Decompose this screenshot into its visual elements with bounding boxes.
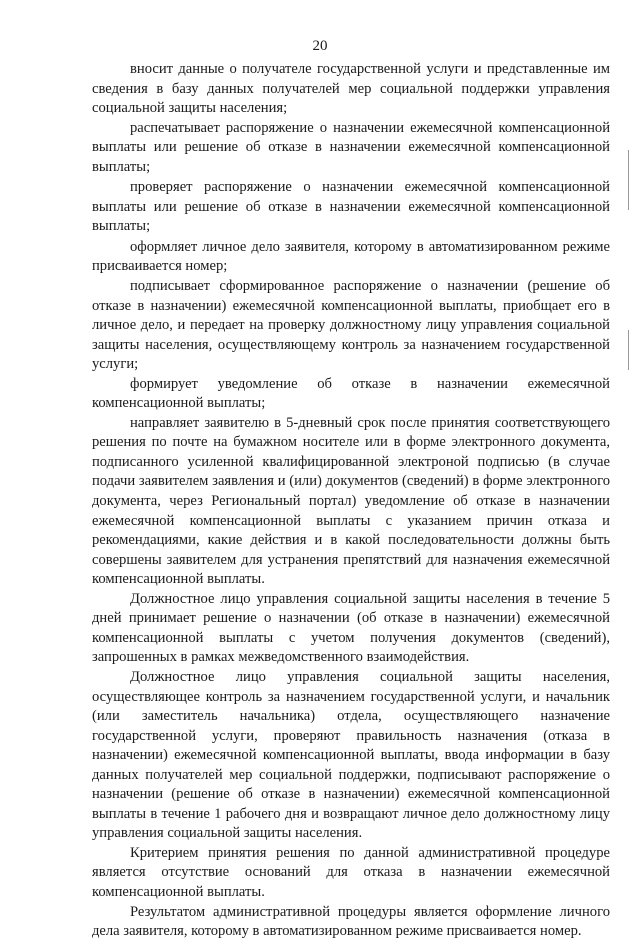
paragraph: направляет заявителю в 5-дневный срок после принятия соответствующего решения по почте на бумажном носителе или в форме электронного документа, подписанного усиленной квалифицированной электроной подписью (в случае подачи заявителем заявления и (или) документов (сведений) в форме электронного документа, через Региональный портал) уведомление об отказе в назначении ежемесячной компенсационной выплаты с указанием причин отказа и рекомендациями, какие действия и в какой последовательности должны быть совершены заявителем для устранения препятствий для назначения ежемесячной компенсационной выплаты. bbox=[92, 414, 610, 588]
document-body bbox=[92, 60, 610, 942]
page-number: 20 bbox=[312, 38, 328, 54]
paragraph: Критерием принятия решения по данной административной процедуре является отсутствие оснований для отказа в назначении ежемесячной компенсационной выплаты. bbox=[92, 844, 610, 900]
paragraph: подписывает сформированное распоряжение о назначении (решение об отказе в назначении) ежемесячной компенсационной выплаты, приобщает его в личное дело, и передает на проверку должностному лицу управления социальной защиты населения, осуществляющему контроль за назначением государственной услуги; bbox=[92, 278, 610, 373]
paragraph: оформляет личное дело заявителя, которому в автоматизированном режиме присваивается номер; bbox=[92, 238, 610, 275]
scan-edge-mark bbox=[628, 330, 629, 370]
paragraph: вносит данные о получателе государственной услуги и представленные им сведения в базу данных получателей мер социальной поддержки управления социальной защиты населения; bbox=[92, 61, 610, 117]
paragraph: Должностное лицо управления социальной защиты населения в течение 5 дней принимает решение о назначении (об отказе в назначении) ежемесячной компенсационной выплаты с учетом получения документов (сведений), запрошенных в рамках межведомственного взаимодействия. bbox=[92, 590, 610, 666]
paragraph: Должностное лицо управления социальной защиты населения, осуществляющее контроль за назначением государственной услуги, и начальник (или заместитель начальника) отдела, осуществляющего назначение государственной услуги, проверяют правильность назначения (отказа в назначении) ежемесячной компенсационной выплаты, ввода информации в базу данных получателей мер социальной поддержки, подписывают распоряжение о назначении (решение об отказе в назначении) ежемесячной компенсационной выплаты в течение 1 рабочего дня и возвращают личное дело должностному лицу управления социальной защиты населения. bbox=[92, 668, 610, 842]
paragraph: формирует уведомление об отказе в назначении ежемесячной компенсационной выплаты; bbox=[92, 375, 610, 412]
scan-edge-mark bbox=[628, 150, 629, 210]
paragraph: распечатывает распоряжение о назначении ежемесячной компенсационной выплаты или решение об отказе в назначении ежемесячной компенсационной выплаты; bbox=[92, 119, 610, 175]
paragraph: Результатом административной процедуры является оформление личного дела заявителя, которому в автоматизированном режиме присваивается номер. bbox=[92, 903, 610, 940]
paragraph: проверяет распоряжение о назначении ежемесячной компенсационной выплаты или решение об отказе в назначении ежемесячной компенсационной выплаты; bbox=[92, 179, 610, 235]
